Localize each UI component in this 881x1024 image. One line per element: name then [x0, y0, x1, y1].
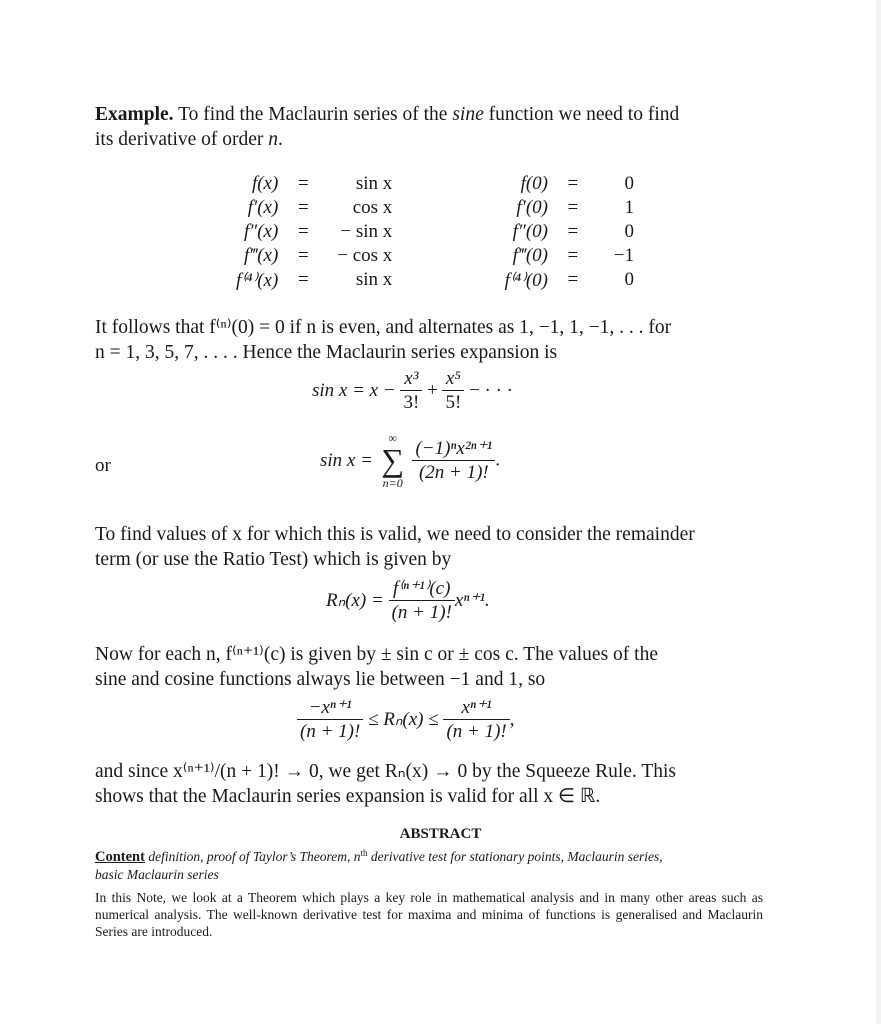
series-term1: [400, 368, 422, 415]
series-tail: − · · ·: [469, 379, 514, 401]
remainder-lhs: Rₙ(x) =: [326, 589, 384, 611]
or-label: or: [95, 455, 111, 476]
derivative-lhs: f″(x): [244, 221, 279, 242]
equals-sign: =: [567, 197, 579, 218]
equals-sign: =: [297, 221, 309, 242]
derivative-lhs: f‴(0): [512, 245, 548, 266]
sum-denominator: (2n + 1)!: [418, 461, 489, 483]
series-equation: [312, 368, 513, 415]
upper-bound-fraction: [443, 697, 509, 744]
conclusion-paragraph: [95, 760, 765, 809]
derivative-rhs: cos x: [352, 197, 393, 218]
bounds-line2: sine and cosine functions always lie between −1 and 1, so: [95, 668, 546, 690]
equals-sign: =: [297, 197, 309, 218]
page-edge: [876, 0, 881, 1024]
derivative-lhs: f‴(x): [243, 245, 279, 266]
derivative-rhs: 0: [624, 269, 634, 290]
right-derivative-row: [482, 196, 634, 220]
sum-equation: [320, 432, 500, 490]
upper-denominator: (n + 1)!: [446, 721, 507, 742]
derivative-lhs: f′(x): [247, 197, 279, 218]
remainder-denominator: (n + 1)!: [391, 602, 452, 623]
equals-sign: =: [567, 245, 579, 266]
derivative-rhs: sin x: [355, 269, 393, 290]
example-text-end: function we need to find: [483, 104, 680, 125]
conclusion-line2: shows that the Maclaurin series expansion is valid for all x ∈ ℝ.: [95, 785, 601, 807]
conclusion-line1: and since x⁽ⁿ⁺¹⁾/(n + 1)! → 0, we get Rₙ(x) → 0 by the Squeeze Rule. This: [95, 761, 676, 782]
derivative-rhs: − cos x: [337, 245, 393, 266]
sum-lhs: sin x =: [320, 450, 373, 471]
bounds-comma: ,: [509, 708, 515, 730]
derivatives-left: [236, 172, 392, 292]
example-var-n: n: [268, 128, 279, 150]
sum-lower-limit: n=0: [382, 476, 403, 490]
term1-numerator: x³: [400, 368, 422, 391]
sum-upper-limit: ∞: [388, 431, 397, 445]
remainder-fraction: [389, 578, 455, 625]
derivative-rhs: 0: [624, 221, 634, 242]
lower-numerator: −xⁿ⁺¹: [297, 697, 363, 720]
equals-sign: =: [297, 173, 309, 194]
right-derivative-row: [482, 172, 634, 196]
bounds-middle: ≤ Rₙ(x) ≤: [368, 708, 439, 730]
plus-sign: +: [427, 379, 438, 401]
example-line2: its derivative of order: [95, 128, 269, 150]
left-derivative-row: [236, 220, 392, 244]
equals-sign: =: [567, 269, 579, 290]
derivative-rhs: −1: [613, 245, 634, 266]
equals-sign: =: [567, 221, 579, 242]
content-sup: th: [360, 848, 368, 858]
derivative-lhs: f⁽⁴⁾(x): [236, 269, 279, 291]
term2-denominator: 5!: [445, 392, 462, 413]
left-derivative-row: [236, 172, 392, 196]
left-derivative-row: [236, 196, 392, 220]
remainder-line2: term (or use the Ratio Test) which is given by: [95, 548, 452, 570]
derivatives-right: [482, 172, 634, 292]
lower-bound-fraction: [297, 697, 363, 744]
content-text-a: definition, proof of Taylor’s Theorem, n: [144, 849, 361, 864]
abstract-heading: ABSTRACT: [399, 826, 482, 842]
abstract-body: In this Note, we look at a Theorem which plays a key role in mathematical analysis and in many other areas such as numerical analysis. The well-known derivative test for maxima and minima of functions is generalised and Maclaurin Series are introduced.: [95, 890, 763, 939]
equals-sign: =: [297, 245, 309, 266]
sigma-symbol: ∑: [381, 442, 405, 478]
remainder-tail: xⁿ⁺¹.: [454, 589, 490, 611]
sum-numerator: (−1)ⁿx²ⁿ⁺¹: [412, 438, 495, 461]
derivative-rhs: 0: [624, 173, 634, 194]
term1-denominator: 3!: [403, 392, 420, 413]
upper-numerator: xⁿ⁺¹: [443, 697, 509, 720]
remainder-line1: To find values of x for which this is valid, we need to consider the remainder: [95, 524, 695, 545]
example-emphasis: sine: [452, 104, 484, 125]
period: .: [278, 128, 283, 150]
derivative-lhs: f(0): [520, 173, 548, 194]
left-derivative-row: [236, 268, 392, 292]
example-text: To find the Maclaurin series of the: [173, 104, 453, 125]
series-lhs: sin x = x −: [312, 379, 396, 401]
remainder-equation: [326, 578, 490, 625]
follows-paragraph: [95, 316, 765, 365]
term2-numerator: x⁵: [442, 368, 464, 391]
right-derivative-row: [482, 268, 634, 292]
content-label: Content: [95, 849, 145, 865]
remainder-numerator: f⁽ⁿ⁺¹⁾(c): [389, 578, 455, 601]
content-line2: basic Maclaurin series: [95, 867, 219, 882]
sigma-block: [378, 432, 408, 490]
example-paragraph: [95, 103, 765, 152]
bounds-inequality: [297, 697, 515, 744]
derivative-lhs: f(x): [251, 173, 279, 194]
series-term2: [442, 368, 464, 415]
bounds-line1: Now for each n, f⁽ⁿ⁺¹⁾(c) is given by ± sin c or ± cos c. The values of the: [95, 644, 658, 665]
left-derivative-row: [236, 244, 392, 268]
derivative-lhs: f⁽⁴⁾(0): [504, 269, 548, 291]
derivative-rhs: 1: [624, 197, 634, 218]
follows-line2: n = 1, 3, 5, 7, . . . . Hence the Maclaurin series expansion is: [95, 341, 558, 363]
example-label: Example.: [95, 104, 174, 125]
derivative-rhs: − sin x: [340, 221, 393, 242]
lower-denominator: (n + 1)!: [300, 721, 361, 742]
derivative-rhs: sin x: [355, 173, 393, 194]
bounds-paragraph: [95, 643, 765, 692]
derivative-lhs: f″(0): [512, 221, 548, 242]
follows-line1: It follows that f⁽ⁿ⁾(0) = 0 if n is even, and alternates as 1, −1, 1, −1, . . . for: [95, 317, 672, 338]
content-text-b: derivative test for stationary points, Maclaurin series,: [367, 849, 663, 864]
right-derivative-row: [482, 244, 634, 268]
equals-sign: =: [297, 269, 309, 290]
sum-fraction: [412, 438, 495, 485]
sum-period: .: [495, 449, 500, 471]
equals-sign: =: [567, 173, 579, 194]
right-derivative-row: [482, 220, 634, 244]
abstract-content: [95, 848, 763, 883]
remainder-paragraph: [95, 523, 765, 572]
derivative-lhs: f′(0): [516, 197, 548, 218]
